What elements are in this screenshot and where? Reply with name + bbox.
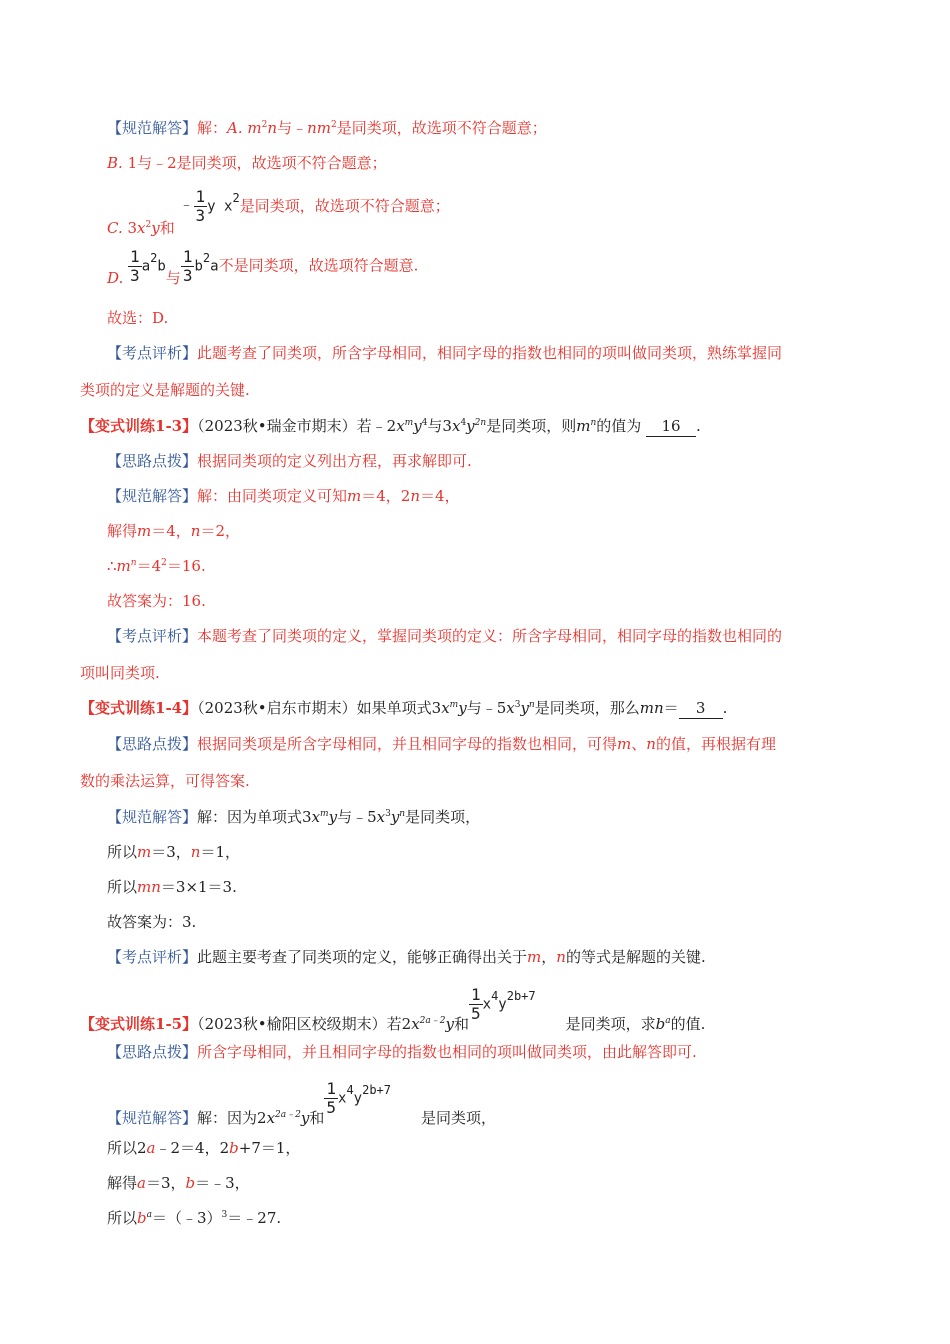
exercise-1-4-solution-2: 所以m＝3，n＝1， xyxy=(107,843,241,861)
exercise-1-4-title: 【变式训练1-4】 xyxy=(80,699,198,717)
exercise-1-3-solution-3: $\therefore m^n=4^2=16$. xyxy=(107,557,206,575)
exercise-1-3-solution-1: 【规范解答】解：由同类项定义可知m＝4，2n＝4， xyxy=(107,487,460,505)
exercise-1-3-hint: 【思路点拨】根据同类项的定义列出方程，再求解即可. xyxy=(107,452,472,470)
exercise-1-5-solution-3: 解得a＝3，b＝﹣3， xyxy=(107,1174,250,1192)
solution-b-line: B. 1与﹣2是同类项，故选项不符合题意； xyxy=(107,154,387,172)
exercise-1-4-question: 【变式训练1-4】（2023秋•启东市期末）如果单项式$3x^my$与$﹣5x^3y^n$是同类项，那么mn＝ 3 . xyxy=(80,699,728,717)
exercise-1-3-title: 【变式训练1-3】 xyxy=(80,417,198,435)
exercise-1-3-analysis-cont: 项叫同类项. xyxy=(80,664,160,682)
exercise-1-5-question: 【变式训练1-5】（2023秋•榆阳区校级期末）若$2x^{2a﹣2}y$和 $\frac{1}{5}$ $x^4y^{2b+7}$是同类项，求$b^a$的值. xyxy=(80,985,706,1033)
exercise-1-5-solution-4: 所以$b^a=(﹣3)^3=﹣27$. xyxy=(107,1209,282,1227)
solution-d-line: D. $\frac{1}{3}$ $a^2b$与 $\frac{1}{3}$ $b^2a$不是同类项，故选项符合题意. xyxy=(107,247,419,287)
exercise-1-4-solution-3: 所以mn＝3×1＝3. xyxy=(107,878,237,896)
exercise-1-3-solution-2: 解得m＝4，n＝2， xyxy=(107,522,241,540)
fraction-neg-one-third-yx2: ﹣ $\frac{1}{3}$ y $x^2$ xyxy=(179,187,240,225)
exercise-1-5-hint: 【思路点拨】所含字母相同，并且相同字母的指数也相同的项叫做同类项，由此解答即可. xyxy=(107,1043,697,1061)
analysis-1-2: 【考点评析】此题考查了同类项，所含字母相同，相同字母的指数也相同的项叫做同类项，熟练掌握同 xyxy=(107,344,783,362)
answer-blank: 16 xyxy=(646,416,696,437)
fraction-fifth-x4y-2: $\frac{1}{5}$ $x^4y^{2b+7}$ xyxy=(326,1079,392,1117)
exercise-1-3-question: 【变式训练1-3】（2023秋•瑞金市期末）若$﹣2x^my^4$与$3x^4y^{2n}$是同类项，则$m^n$的值为 16 . xyxy=(80,417,701,435)
analysis-1-2-cont: 类项的定义是解题的关键. xyxy=(80,381,250,399)
tag-hint: 【思路点拨】 xyxy=(107,452,198,470)
fraction-third-b2a: $\frac{1}{3}$ $b^2a$ xyxy=(182,247,219,285)
exercise-1-4-solution-4: 故答案为：3. xyxy=(107,913,197,931)
choice-line: 故选：D. xyxy=(107,309,169,327)
answer-blank: 3 xyxy=(679,698,723,719)
exercise-1-4-analysis: 【考点评析】此题主要考查了同类项的定义，能够正确得出关于m，n的等式是解题的关键. xyxy=(107,948,706,966)
exercise-1-4-hint-cont: 数的乘法运算，可得答案. xyxy=(80,772,250,790)
tag-analysis: 【考点评析】 xyxy=(107,344,198,362)
exercise-1-5-title: 【变式训练1-5】 xyxy=(80,1014,198,1033)
solution-c-line: C. $3x^2y$和 ﹣ $\frac{1}{3}$ y $x^2$是同类项，故选项不符合题意； xyxy=(107,187,450,237)
solution-a-line xyxy=(107,118,547,138)
exercise-1-5-solution-2: 所以2a﹣2＝4，2b+7＝1， xyxy=(107,1139,301,1157)
exercise-1-5-solution-1: 【规范解答】解：因为$2x^{2a﹣2}y$和 $\frac{1}{5}$ $x^4y^{2b+7}$是同类项， xyxy=(107,1079,497,1127)
exercise-1-4-solution-1: 【规范解答】解：因为单项式$3x^my$与$﹣5x^3y^n$是同类项， xyxy=(107,808,481,826)
fraction-fifth-x4y: $\frac{1}{5}$ $x^4y^{2b+7}$ xyxy=(470,985,536,1023)
exercise-1-3-solution-4: 故答案为：16. xyxy=(107,592,206,610)
exercise-1-4-hint: 【思路点拨】根据同类项是所含字母相同，并且相同字母的指数也相同，可得m、n的值，再根据有理 xyxy=(107,735,776,753)
exercise-1-3-analysis: 【考点评析】本题考查了同类项的定义，掌握同类项的定义：所含字母相同，相同字母的指数也相同的 xyxy=(107,627,783,645)
tag-standard-answer: 【规范解答】 xyxy=(107,119,198,137)
fraction-third-a2b: $\frac{1}{3}$ $a^2b$ xyxy=(130,247,166,285)
answer-text: 解：A. $m^2n$与$﹣nm^2$是同类项，故选项不符合题意； xyxy=(197,119,547,137)
